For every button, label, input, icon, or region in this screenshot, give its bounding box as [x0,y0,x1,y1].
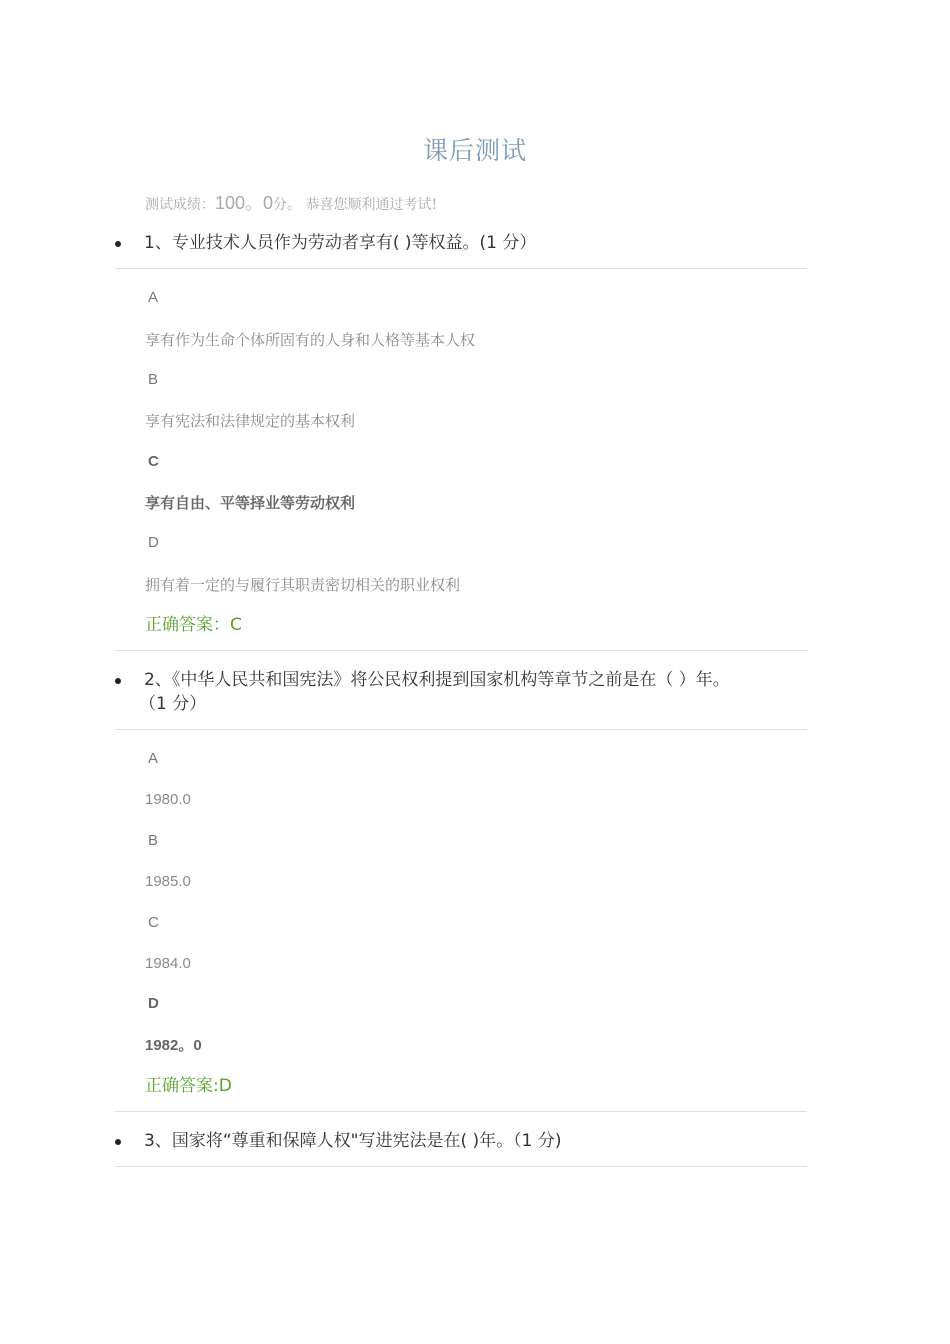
bullet-icon [115,678,121,684]
option-text-c: 享有自由、平等择业等劳动权利 [145,494,356,512]
option-letter-d: D [148,534,159,551]
option-text-a: 1980.0 [145,791,191,808]
option-letter-a: A [148,750,159,767]
option-text-b: 1985.0 [145,873,191,890]
option-letter-d: D [148,995,159,1012]
score-prefix: 测试成绩： [145,197,215,213]
score-value: 100。0 [215,193,274,213]
divider [115,1166,807,1167]
divider [115,1111,807,1112]
option-text-d: 拥有着一定的与履行其职责密切相关的职业权利 [145,576,461,594]
page-title: 课后测试 [422,136,527,165]
correct-answer: 正确答案：C [145,615,242,635]
option-text-a: 享有作为生命个体所固有的人身和人格等基本人权 [145,331,476,349]
divider [115,268,807,269]
bullet-icon [115,241,121,247]
score-suffix: 分。 恭喜您顺利通过考试! [273,197,438,213]
question-1-text: 1、专业技术人员作为劳动者享有( )等权益。(1 分） [144,233,537,253]
option-text-b: 享有宪法和法律规定的基本权利 [145,412,356,430]
question-3-text: 3、国家将“尊重和保障人权"写进宪法是在( )年。（1 分) [144,1131,562,1151]
correct-answer: 正确答案:D [145,1076,232,1096]
option-text-c: 1984.0 [145,955,191,972]
option-letter-c: C [148,453,159,470]
option-letter-c: C [148,914,159,931]
test-score [145,192,437,216]
question-2-text-line2: （1 分） [139,694,207,714]
divider [115,729,807,730]
bullet-icon [115,1139,121,1145]
divider [115,650,807,651]
question-2-text-line1: 2、《中华人民共和国宪法》将公民权利提到国家机构等章节之前是在（ ）年。 [144,670,730,690]
option-letter-b: B [148,832,159,849]
option-text-d: 1982。0 [145,1037,202,1054]
option-letter-a: A [148,289,159,306]
option-letter-b: B [148,371,159,388]
